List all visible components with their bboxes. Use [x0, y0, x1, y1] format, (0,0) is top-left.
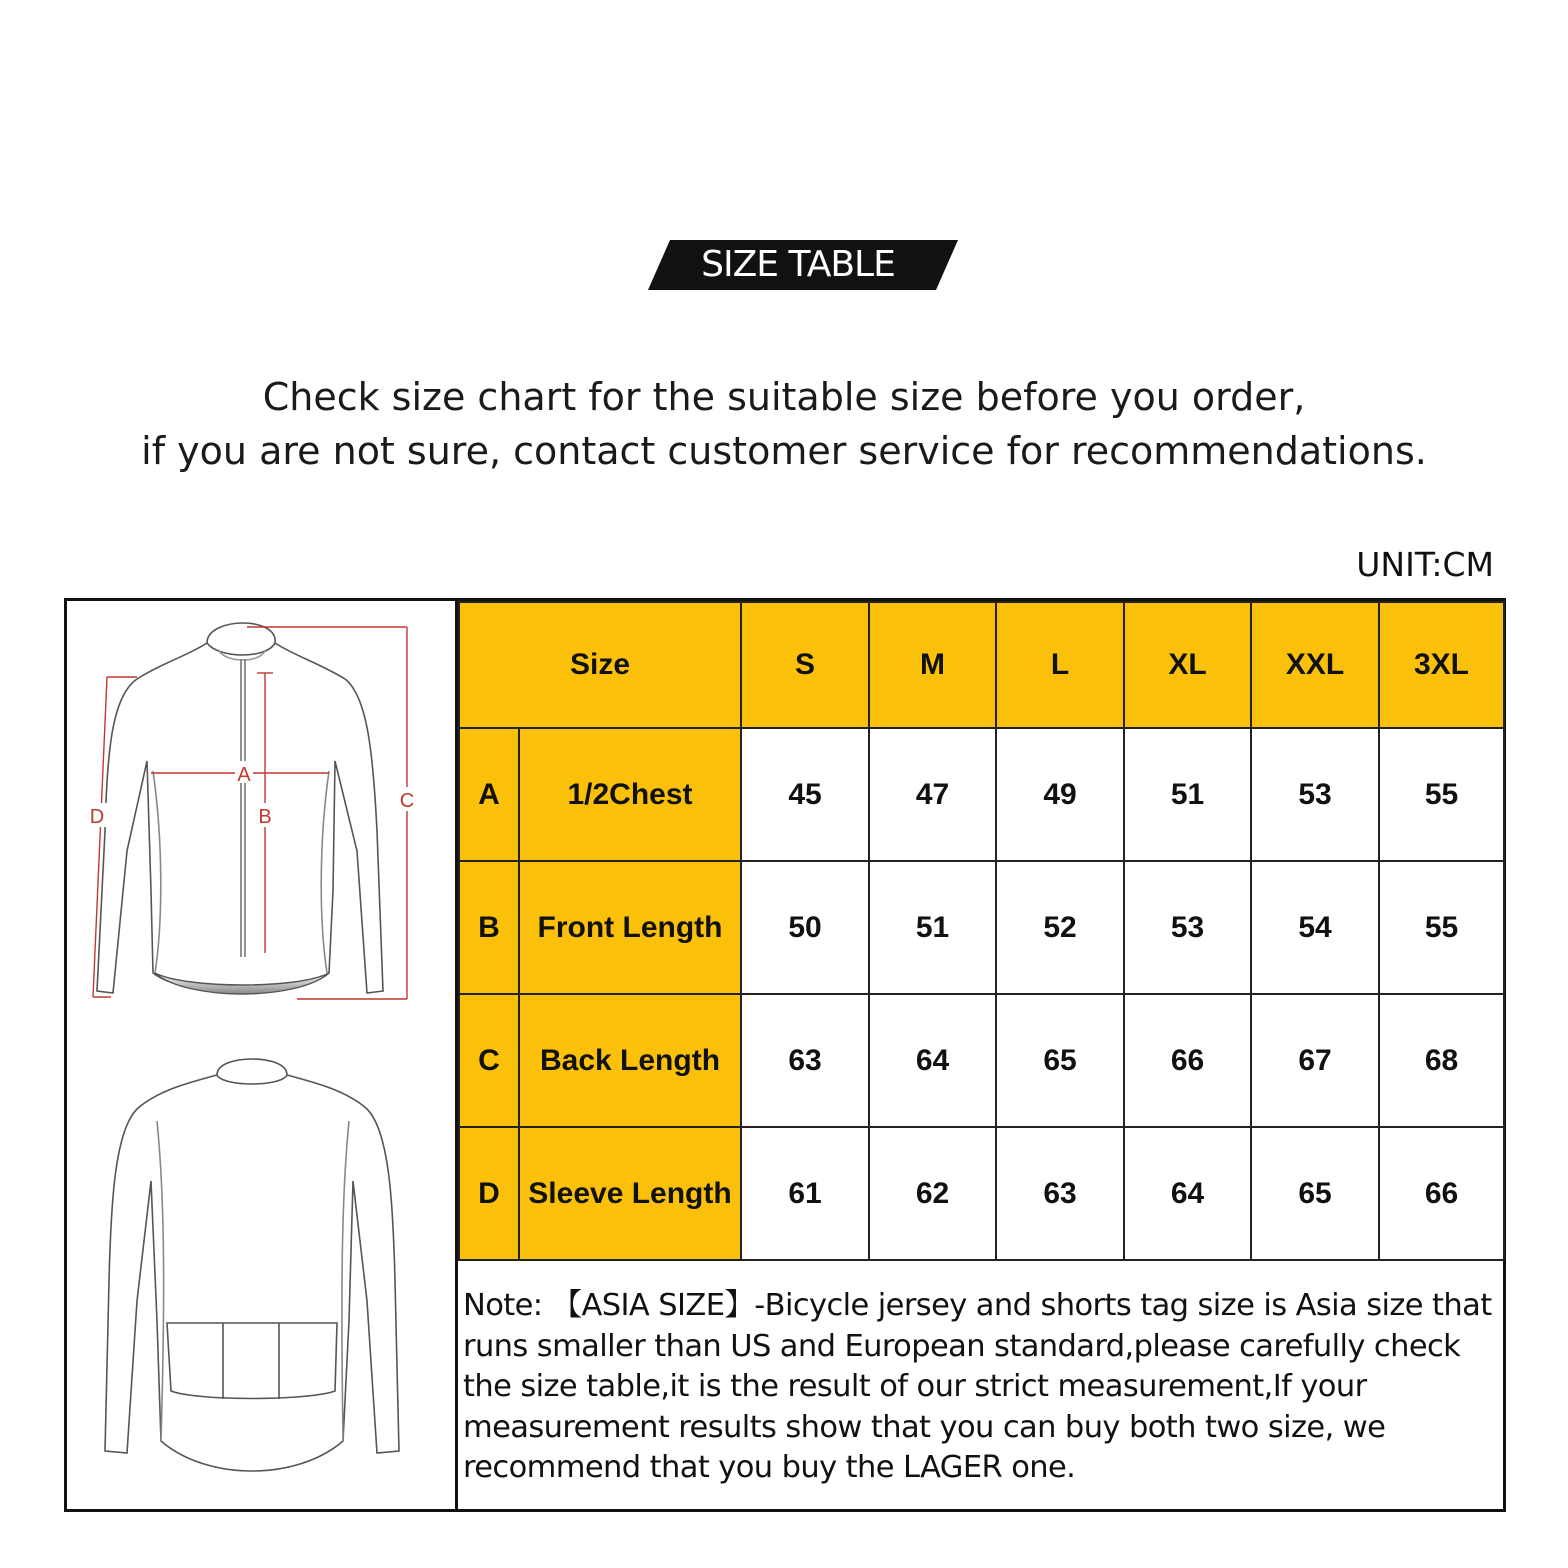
table-cell: 67	[1251, 994, 1379, 1127]
table-cell: 61	[741, 1127, 869, 1260]
diagram-label-d: D	[89, 806, 105, 828]
size-col-l: L	[996, 602, 1124, 728]
row-name: Front Length	[519, 861, 741, 994]
jersey-diagram	[67, 601, 455, 1509]
row-name: Back Length	[519, 994, 741, 1127]
table-cell: 63	[741, 994, 869, 1127]
row-name: Sleeve Length	[519, 1127, 741, 1260]
table-cell: 66	[1379, 1127, 1504, 1260]
size-col-3xl: 3XL	[1379, 602, 1504, 728]
table-cell: 65	[996, 994, 1124, 1127]
banner-title: SIZE TABLE	[701, 244, 895, 285]
diagram-label-b: B	[258, 806, 272, 828]
size-header-row	[459, 602, 1504, 728]
table-cell: 64	[869, 994, 996, 1127]
size-note: Note: 【ASIA SIZE】-Bicycle jersey and shorts tag size is Asia size that runs smaller than US and European standard,please carefully check the size table,it is the result of our strict measurement,If your measurement results show that you can buy both two size, we recommend that you buy the LAGER one.	[463, 1288, 1492, 1485]
table-cell: 68	[1379, 994, 1504, 1127]
row-code: B	[459, 861, 519, 994]
row-code: D	[459, 1127, 519, 1260]
table-cell: 53	[1251, 728, 1379, 861]
size-col-xl: XL	[1124, 602, 1251, 728]
table-row	[459, 994, 1504, 1127]
intro-line-2: if you are not sure, contact customer service for recommendations.	[141, 429, 1427, 473]
table-cell: 55	[1379, 728, 1504, 861]
table-cell: 64	[1124, 1127, 1251, 1260]
table-cell: 45	[741, 728, 869, 861]
table-cell: 62	[869, 1127, 996, 1260]
size-col-xxl: XXL	[1251, 602, 1379, 728]
table-cell: 51	[1124, 728, 1251, 861]
table-row	[459, 861, 1504, 994]
size-col-s: S	[741, 602, 869, 728]
size-col-m: M	[869, 602, 996, 728]
intro-line-1: Check size chart for the suitable size before you order,	[262, 375, 1306, 419]
table-cell: 53	[1124, 861, 1251, 994]
table-cell: 65	[1251, 1127, 1379, 1260]
jersey-back-drawing	[105, 1059, 399, 1471]
row-code: C	[459, 994, 519, 1127]
unit-label: UNIT:CM	[1356, 545, 1494, 584]
size-table-banner	[648, 240, 958, 290]
row-name: 1/2Chest	[519, 728, 741, 861]
size-table	[458, 601, 1505, 1261]
table-cell: 63	[996, 1127, 1124, 1260]
table-cell: 66	[1124, 994, 1251, 1127]
jersey-diagram-panel	[67, 601, 458, 1509]
table-cell: 50	[741, 861, 869, 994]
jersey-front-drawing	[97, 623, 383, 993]
diagram-label-a: A	[237, 764, 251, 786]
table-row	[459, 728, 1504, 861]
table-cell: 51	[869, 861, 996, 994]
size-header-label: Size	[459, 602, 741, 728]
size-chart-frame	[64, 598, 1506, 1512]
table-cell: 55	[1379, 861, 1504, 994]
table-cell: 49	[996, 728, 1124, 861]
table-cell: 47	[869, 728, 996, 861]
table-cell: 52	[996, 861, 1124, 994]
row-code: A	[459, 728, 519, 861]
diagram-label-c: C	[399, 790, 415, 812]
table-cell: 54	[1251, 861, 1379, 994]
table-row	[459, 1127, 1504, 1260]
intro-text	[0, 370, 1568, 478]
